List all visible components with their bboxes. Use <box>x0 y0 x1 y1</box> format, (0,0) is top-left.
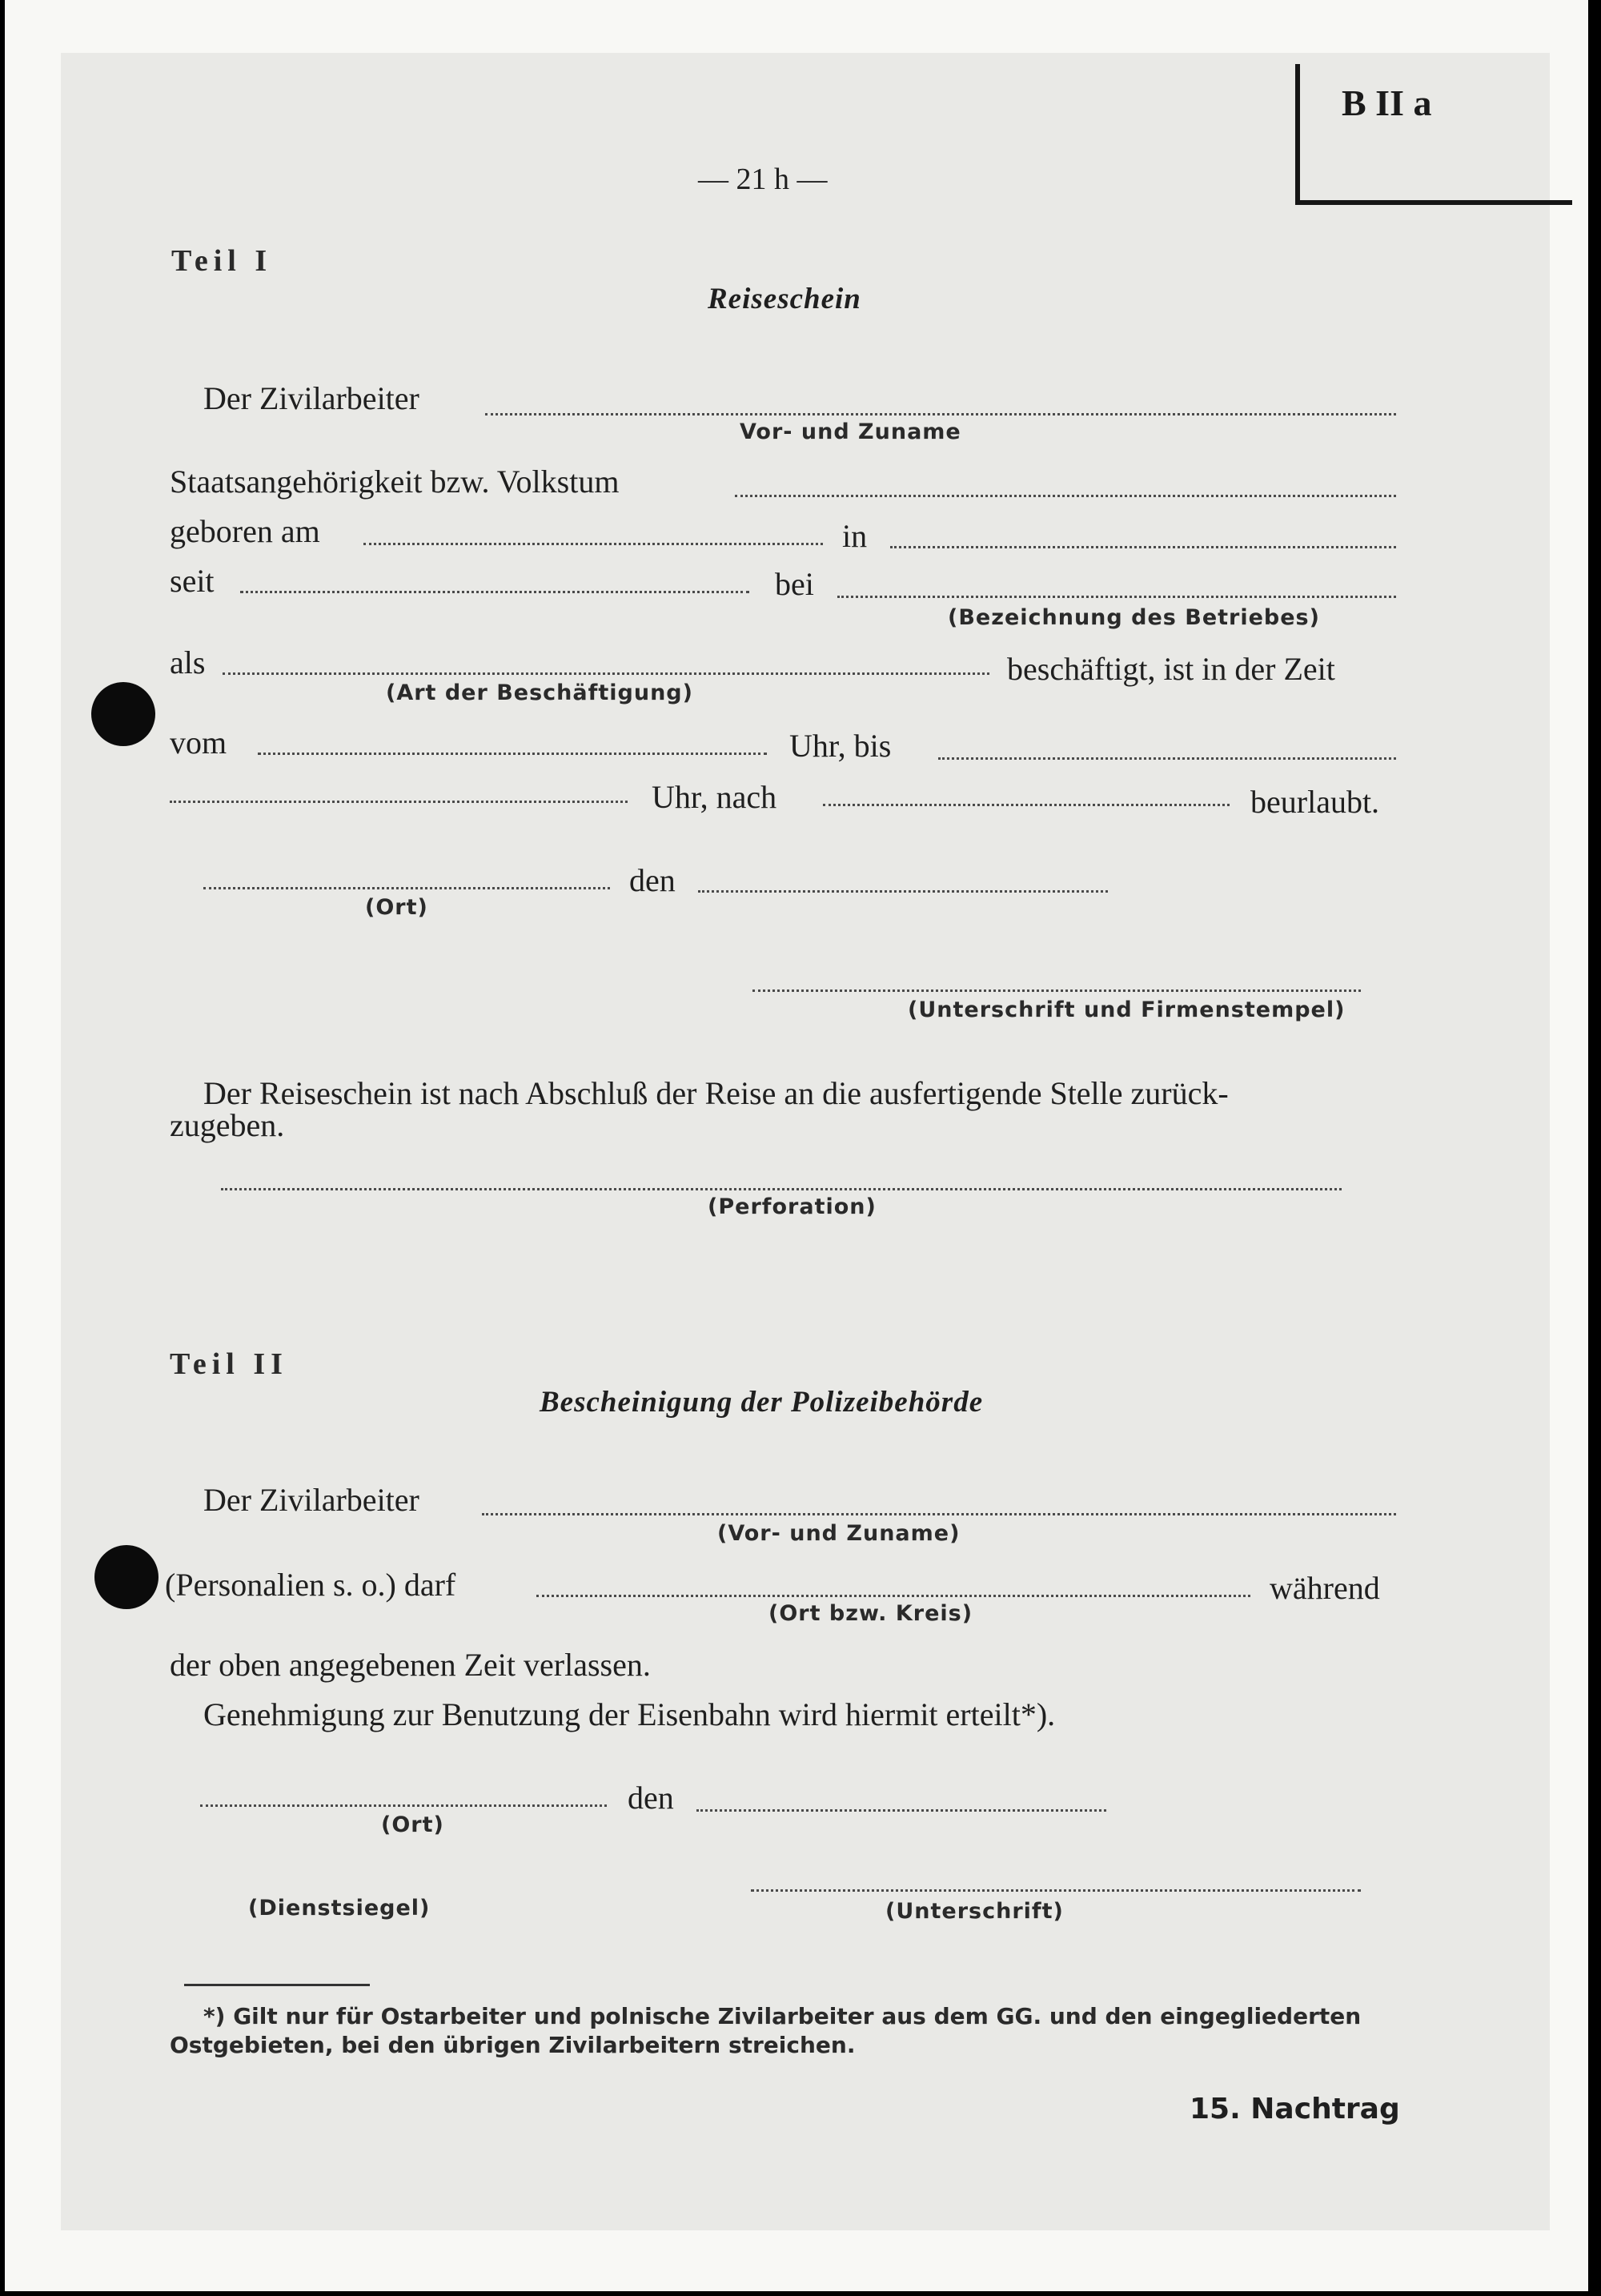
p1-name-caption: Vor- und Zuname <box>740 419 961 444</box>
part2-title: Bescheinigung der Polizeibehörde <box>540 1386 984 1419</box>
p1-return-note-line1: Der Reiseschein ist nach Abschluß der Reise an die ausfertigende Stelle zurück- <box>203 1075 1229 1111</box>
p1-since-label: seit <box>170 563 215 599</box>
punch-hole-top <box>91 682 155 746</box>
p1-place-line[interactable] <box>203 887 610 889</box>
p1-nationality-line[interactable] <box>735 495 1396 497</box>
p1-date-label: den <box>629 862 676 898</box>
punch-hole-bottom <box>94 1545 158 1609</box>
p1-as-label: als <box>170 644 206 680</box>
p1-name-line[interactable] <box>485 413 1396 415</box>
p1-leave-label: beurlaubt. <box>1250 784 1380 820</box>
part1-heading: Teil I <box>171 244 273 278</box>
supplement-label: 15. Nachtrag <box>1190 2093 1400 2125</box>
p1-until-label: Uhr, bis <box>789 728 892 764</box>
p2-personal-label: (Personalien s. o.) darf <box>165 1567 456 1603</box>
p1-place-caption: (Ort) <box>365 895 428 920</box>
p2-date-line[interactable] <box>696 1809 1106 1812</box>
p2-signature-line[interactable] <box>751 1889 1361 1892</box>
perforation-caption: (Perforation) <box>708 1194 877 1219</box>
p2-leave-text: der oben angegebenen Zeit verlassen. <box>170 1647 651 1683</box>
p1-in-label: in <box>842 518 868 554</box>
p2-district-caption: (Ort bzw. Kreis) <box>768 1601 973 1626</box>
p1-birthplace-line[interactable] <box>890 546 1396 548</box>
p1-born-label: geboren am <box>170 513 320 549</box>
p1-destination-line[interactable] <box>823 804 1230 806</box>
p2-seal-caption: (Dienstsiegel) <box>248 1896 431 1921</box>
p2-place-caption: (Ort) <box>381 1812 444 1837</box>
p1-since-line[interactable] <box>240 591 749 593</box>
p1-from-label: vom <box>170 725 227 761</box>
form-code-box <box>1295 64 1572 205</box>
p1-employed-label: beschäftigt, ist in der Zeit <box>1007 651 1335 687</box>
p1-company-caption: (Bezeichnung des Betriebes) <box>948 605 1320 630</box>
p1-until-time-line[interactable] <box>170 801 628 803</box>
page-number: — 21 h — <box>698 163 828 196</box>
form-code: B II a <box>1342 82 1432 123</box>
p1-return-note-line2: zugeben. <box>170 1107 285 1143</box>
p2-district-line[interactable] <box>536 1595 1250 1597</box>
p1-signature-line[interactable] <box>752 989 1361 992</box>
p1-signature-caption: (Unterschrift und Firmenstempel) <box>908 997 1346 1022</box>
p1-birthdate-line[interactable] <box>363 543 823 545</box>
p1-job-line[interactable] <box>223 672 989 675</box>
footnote-line1: *) Gilt nur für Ostarbeiter und polnische Zivilarbeiter aus dem GG. und den eingegliederten <box>203 2003 1362 2029</box>
p1-at-label: bei <box>775 566 814 602</box>
p1-from-line[interactable] <box>258 753 767 755</box>
p1-date-line[interactable] <box>698 890 1108 893</box>
p2-while-label: während <box>1270 1570 1380 1606</box>
p2-place-line[interactable] <box>200 1804 607 1807</box>
perforation-line <box>221 1188 1342 1190</box>
footnote-line2: Ostgebieten, bei den übrigen Zivilarbeitern streichen. <box>170 2032 856 2058</box>
part2-heading: Teil II <box>170 1347 288 1381</box>
p1-job-caption: (Art der Beschäftigung) <box>386 680 693 705</box>
p1-until-line[interactable] <box>938 757 1396 760</box>
p2-worker-label: Der Zivilarbeiter <box>203 1482 419 1518</box>
part1-title: Reiseschein <box>708 283 861 315</box>
p1-to-label: Uhr, nach <box>652 779 777 815</box>
p1-company-line[interactable] <box>837 596 1396 598</box>
p2-name-caption: (Vor- und Zuname) <box>717 1521 961 1546</box>
p2-signature-caption: (Unterschrift) <box>885 1899 1064 1924</box>
p2-rail-text: Genehmigung zur Benutzung der Eisenbahn wird hiermit erteilt*). <box>203 1696 1056 1732</box>
p1-nationality-label: Staatsangehörigkeit bzw. Volkstum <box>170 464 620 500</box>
footnote-rule <box>184 1984 370 1986</box>
p2-name-line[interactable] <box>482 1513 1396 1515</box>
p2-date-label: den <box>628 1780 674 1816</box>
paper-sheet <box>5 0 1588 2291</box>
p1-worker-label: Der Zivilarbeiter <box>203 380 419 416</box>
